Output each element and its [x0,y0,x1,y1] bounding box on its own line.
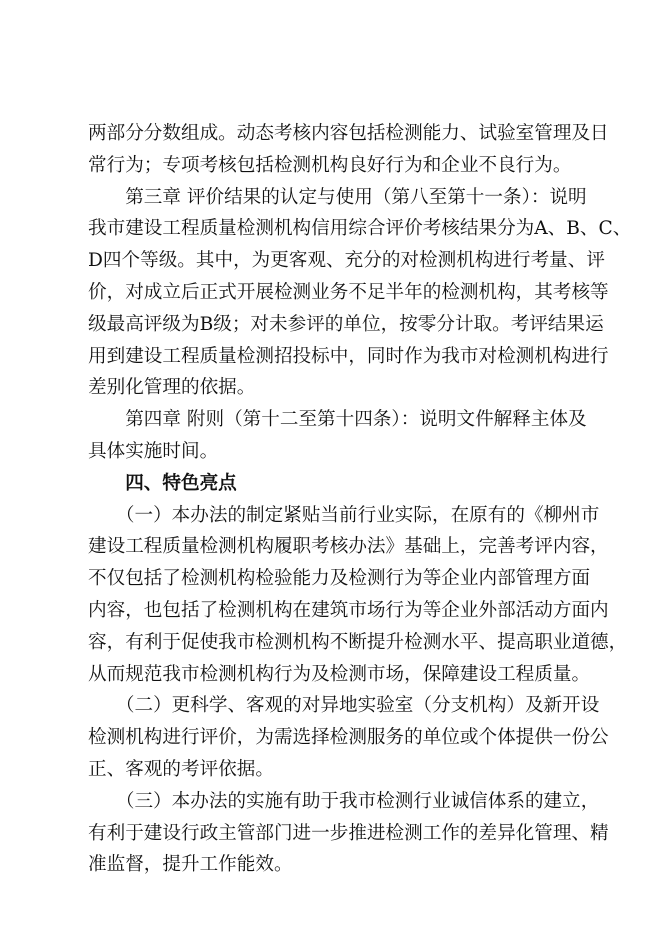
text-line: 差别化管理的依据。 [88,377,256,399]
text-line: 第四章 附则（第十二至第十四条）：说明文件解释主体及 [88,409,587,431]
paragraph-highlight-2 [88,690,609,785]
text-line: 容，有利于促使我市检测机构不断提升检测水平、提高职业道德， [88,631,628,653]
document-body [88,118,632,881]
text-line: （一）本办法的制定紧贴当前行业实际，在原有的《柳州市 [88,504,600,526]
text-line: 四、特色亮点 [88,472,237,494]
paragraph-highlight-3 [88,786,609,881]
paragraph-chapter-3 [88,182,632,405]
paragraph-chapter-4 [88,404,587,468]
text-line: 正、客观的考评依据。 [88,758,274,780]
text-line: 两部分分数组成。动态考核内容包括检测能力、试验室管理及日 [88,123,609,144]
text-line: （二）更科学、客观的对异地实验室（分支机构）及新开设 [88,695,600,717]
text-line: 检测机构进行评价，为需选择检测服务的单位或个体提供一份公 [88,727,609,749]
text-line: （三）本办法的实施有助于我市检测行业诚信体系的建立， [88,790,600,812]
text-line: 准监督，提升工作能效。 [88,854,293,876]
text-line: 建设工程质量检测机构履职考核办法》基础上，完善考评内容， [88,536,609,558]
paragraph-highlight-1 [88,500,628,691]
text-line: 我市建设工程质量检测机构信用综合评价考核结果分为A、B、C、 [88,218,632,240]
text-line: 从而规范我市检测机构行为及检测市场，保障建设工程质量。 [88,663,591,685]
text-line: 常行为；专项考核包括检测机构良好行为和企业不良行为。 [88,154,572,176]
text-line: 用到建设工程质量检测招投标中，同时作为我市对检测机构进行 [88,345,609,367]
text-line: 价，对成立后正式开展检测业务不足半年的检测机构，其考核等 [88,281,609,303]
text-line: 内容，也包括了检测机构在建筑市场行为等企业外部活动方面内 [88,599,609,621]
text-line: 具体实施时间。 [88,440,219,462]
text-line: D四个等级。其中，为更客观、充分的对检测机构进行考量、评 [88,250,605,272]
section-heading-highlights [88,468,582,500]
text-line: 第三章 评价结果的认定与使用（第八至第十一条）：说明 [88,186,587,208]
text-line: 不仅包括了检测机构检验能力及检测行为等企业内部管理方面 [88,568,591,590]
text-line: 级最高评级为B级；对未参评的单位，按零分计取。考评结果运 [88,313,604,335]
text-line: 有利于建设行政主管部门进一步推进检测工作的差异化管理、精 [88,822,609,844]
paragraph-continuation [88,118,609,182]
